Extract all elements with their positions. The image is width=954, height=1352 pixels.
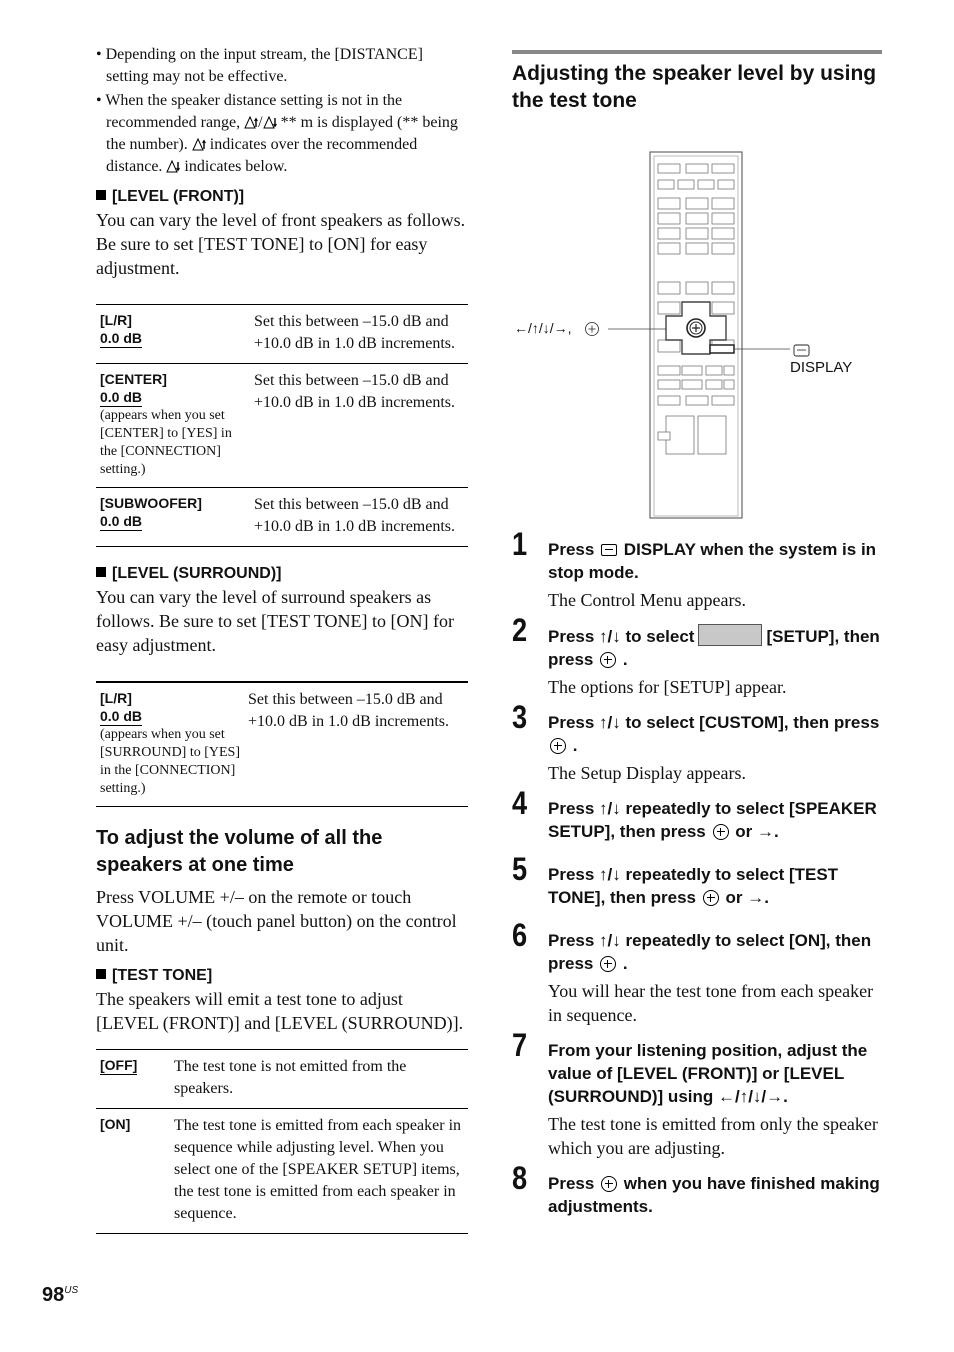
warning-down-icon — [263, 115, 277, 129]
display-button-icon — [601, 544, 617, 556]
level-front-table — [96, 304, 468, 547]
option-name: [OFF] — [100, 1057, 138, 1073]
option-desc: Set this between –15.0 dB and +10.0 dB in 1.0 dB increments. — [254, 372, 456, 411]
section-rule — [512, 50, 882, 54]
level-front-text: You can vary the level of front speakers as follows. Be sure to set [TEST TONE] to [ON] for easy adjustment. — [96, 210, 466, 278]
warning-down-icon — [166, 159, 180, 173]
step-number: 3 — [512, 699, 528, 735]
step-number: 5 — [512, 851, 528, 887]
level-surround-table — [96, 681, 468, 807]
option-default: 0.0 dB — [100, 513, 143, 529]
section-heading: Adjusting the speaker level by using the test tone — [512, 62, 877, 112]
step-4 — [512, 787, 884, 843]
test-tone-table — [96, 1049, 468, 1234]
step-instruction: Press ↑/↓ repeatedly to select [SPEAKER SETUP], then press or →. — [548, 799, 877, 841]
option-name: [CENTER] — [100, 371, 167, 387]
option-name: [ON] — [100, 1116, 131, 1132]
step-result: The test tone is emitted from only the speaker which you are adjusting. — [548, 1114, 878, 1158]
step-8 — [512, 1162, 884, 1218]
table-row — [96, 1050, 468, 1109]
step-1 — [512, 528, 884, 612]
step-instruction: Press when you have finished making adjustments. — [548, 1174, 880, 1216]
option-name: [L/R] — [100, 312, 132, 328]
option-name: [L/R] — [100, 690, 132, 706]
option-desc: Set this between –15.0 dB and +10.0 dB in 1.0 dB increments. — [254, 496, 456, 535]
step-2 — [512, 614, 884, 699]
option-desc: The test tone is emitted from each speaker in sequence while adjusting level. When you select one of the [SPEAKER SETUP] items, the test tone is emitted from each speaker in sequence. — [174, 1117, 462, 1222]
step-number: 1 — [512, 526, 528, 562]
option-desc: Set this between –15.0 dB and +10.0 dB in 1.0 dB increments. — [254, 313, 456, 352]
step-5 — [512, 853, 884, 909]
step-number: 8 — [512, 1160, 528, 1196]
enter-button-icon — [600, 652, 616, 668]
option-default: 0.0 dB — [100, 708, 143, 724]
level-surround-text: You can vary the level of surround speakers as follows. Be sure to set [TEST TONE] to [ON] for easy adjustment. — [96, 587, 454, 655]
enter-button-icon — [703, 890, 719, 906]
page-number: $98^{US}$ — [42, 1284, 79, 1306]
all-speakers-text: Press VOLUME +/– on the remote or touch VOLUME +/– (touch panel button) on the control unit. — [96, 887, 457, 955]
enter-button-icon — [550, 738, 566, 754]
level-surround-heading: [LEVEL (SURROUND)] — [96, 565, 468, 583]
warning-up-icon — [244, 115, 258, 129]
option-note: (appears when you set [CENTER] to [YES] in the [CONNECTION] setting.) — [100, 408, 232, 477]
option-desc: Set this between –15.0 dB and +10.0 dB in 1.0 dB increments. — [248, 691, 450, 730]
enter-button-icon — [713, 824, 729, 840]
step-result: The Setup Display appears. — [548, 763, 746, 783]
note-bullet-2: • When the speaker distance setting is not in the recommended range, / ** m is displayed (** being the number). indicates over the recommended distance. indicates below. — [96, 90, 468, 178]
option-default: 0.0 dB — [100, 389, 143, 405]
step-number: 2 — [512, 612, 528, 648]
table-row — [96, 305, 468, 364]
display-label: DISPLAY — [790, 359, 853, 376]
step-instruction: Press ↑/↓ repeatedly to select [ON], then press . — [548, 931, 872, 973]
enter-button-icon — [600, 956, 616, 972]
step-instruction: From your listening position, adjust the value of [LEVEL (FRONT)] or [LEVEL (SURROUND)] using ←/↑/↓/→. — [548, 1041, 868, 1106]
table-row — [96, 488, 468, 547]
table-row — [96, 682, 468, 807]
step-number: 6 — [512, 917, 528, 953]
test-tone-heading: [TEST TONE] — [96, 967, 468, 985]
step-result: You will hear the test tone from each speaker in sequence. — [548, 981, 874, 1025]
step-instruction: Press ↑/↓ to select [CUSTOM], then press . — [548, 713, 880, 755]
test-tone-text: The speakers will emit a test tone to adjust [LEVEL (FRONT)] and [LEVEL (SURROUND)]. — [96, 989, 464, 1033]
option-default: 0.0 dB — [100, 330, 143, 346]
remote-figure — [510, 150, 890, 520]
step-instruction: Press DISPLAY when the system is in stop mode. — [548, 540, 877, 582]
option-desc: The test tone is not emitted from the speakers. — [174, 1058, 407, 1097]
step-instruction: Press ↑/↓ repeatedly to select [TEST TONE], then press or →. — [548, 865, 839, 907]
note-bullet-1: • Depending on the input stream, the [DISTANCE] setting may not be effective. — [96, 44, 468, 88]
arrows-label: ←/↑/↓/→, — [514, 320, 572, 336]
warning-up-icon — [192, 137, 206, 151]
step-result: The Control Menu appears. — [548, 590, 746, 610]
option-note: (appears when you set [SURROUND] to [YES] in the [CONNECTION] setting.) — [100, 727, 240, 796]
enter-button-icon — [601, 1176, 617, 1192]
step-7 — [512, 1029, 884, 1160]
all-speakers-heading: To adjust the volume of all the speakers at one time — [96, 827, 383, 876]
steps-list — [512, 528, 884, 1218]
step-instruction: Press ↑/↓ to select [SETUP], then press . — [548, 624, 884, 671]
step-number: 4 — [512, 785, 528, 821]
level-front-heading: [LEVEL (FRONT)] — [96, 188, 468, 206]
left-column — [96, 44, 468, 1234]
step-6 — [512, 919, 884, 1027]
table-row — [96, 364, 468, 488]
setup-toolbox-icon — [698, 624, 762, 646]
step-number: 7 — [512, 1027, 528, 1063]
step-3 — [512, 701, 884, 785]
table-row — [96, 1109, 468, 1234]
option-name: [SUBWOOFER] — [100, 495, 202, 511]
step-result: The options for [SETUP] appear. — [548, 677, 787, 697]
